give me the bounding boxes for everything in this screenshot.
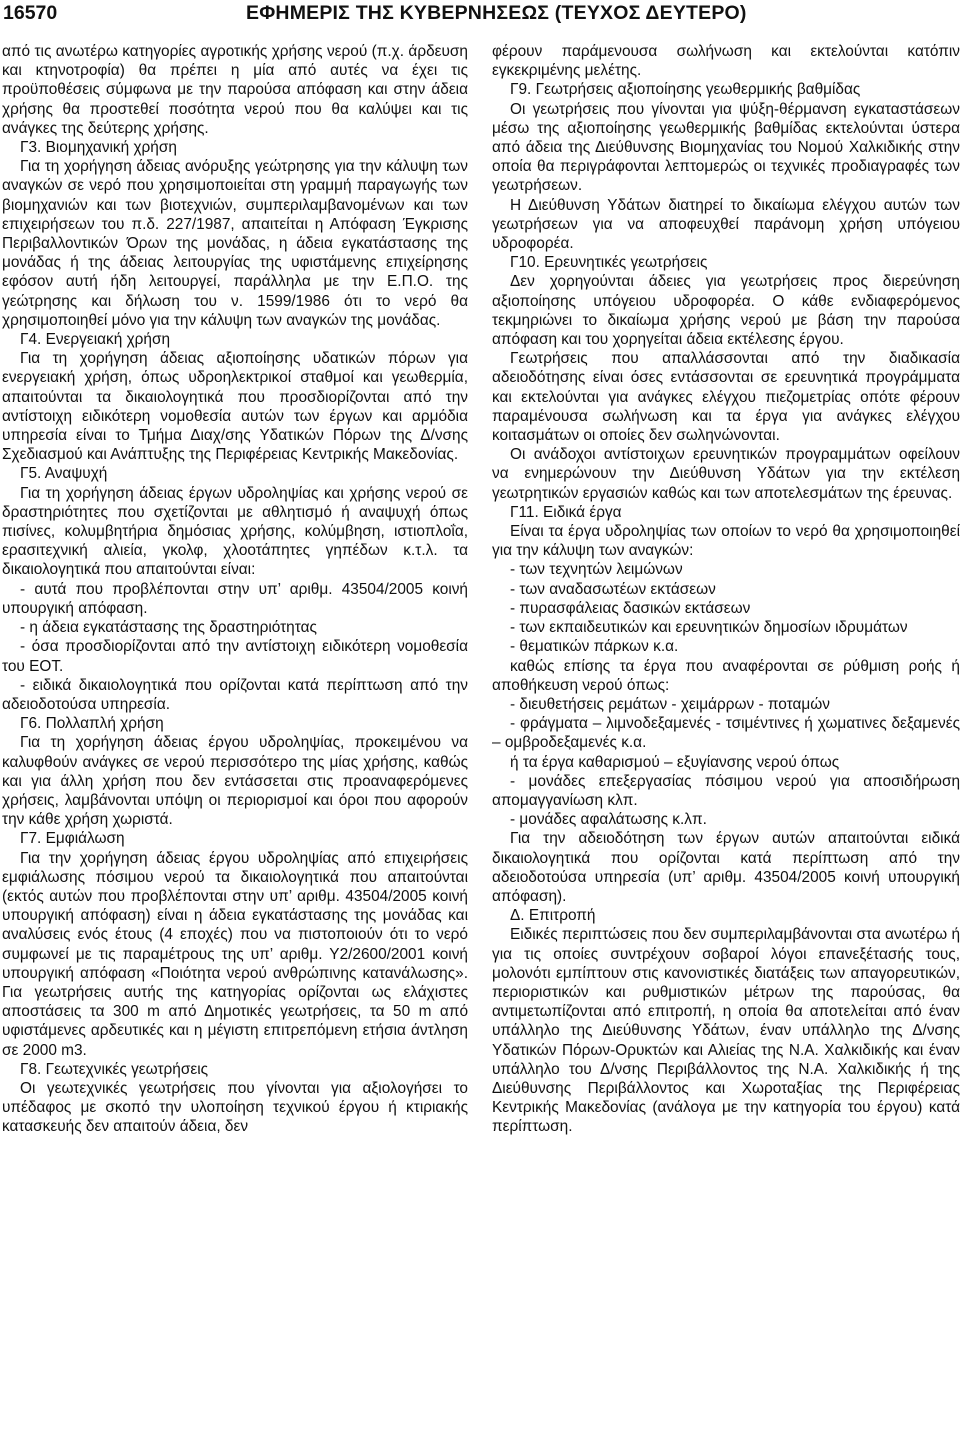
paragraph: Γ5. Αναψυχή bbox=[20, 465, 108, 483]
paragraph: Γ4. Ενεργειακή χρήση bbox=[20, 331, 171, 349]
paragraph: - φράγματα – λιμνοδεξαμενές - τσιμέντινες ή χωματινες δεξαμενές – ομβροδεξαμενές κ.α. bbox=[492, 715, 960, 752]
paragraph: - των εκπαιδευτικών και ερευνητικών δημοσίων ιδρυμάτων bbox=[510, 619, 908, 637]
paragraph: - αυτά που προβλέπονται στην υπ’ αριθμ. 43504/2005 κοινή υπουργική απόφαση. bbox=[2, 580, 468, 617]
paragraph: - ειδικά δικαιολογητικά που ορίζονται κατά περίπτωση από την αδειοδοτούσα υπηρεσία. bbox=[2, 676, 468, 713]
paragraph: Για τη χορήγηση άδειας έργου υδροληψίας, προκειμένου να καλυφθούν ανάγκες σε νερού περισσότερο της μίας χρήσης, καθώς και για άλλη χρήση που δεν εντάσσεται στις προαναφερόμενες χρήσεις, λαμβάνονται υπόψη οι περιορισμοί και όροι που αφορούν την κάθε χρήση χωριστά. bbox=[2, 734, 468, 829]
paragraph: Γ7. Εμφιάλωση bbox=[20, 830, 125, 848]
paragraph: Γ6. Πολλαπλή χρήση bbox=[20, 715, 164, 733]
paragraph: Για την χορήγηση άδειας έργου υδροληψίας από επιχειρήσεις εμφιάλωσης πόσιμου νερού τα δικαιολογητικά που απαιτούνται (εκτός αυτών που προβλέπονται στην υπ’ αριθμ. 43504/2005 κοινή υπουργική απόφαση) είναι η άδεια εγκατάστασης της μονάδας και αναλύσεις ενός έτους (4 εποχές) που να πιστοποιούν ότι το νερό συμφωνεί με τις παραμέτρους της υπ’ αριθμ. Υ2/2600/2001 κοινή υπουργική απόφαση «Ποιότητα νερού ανθρώπινης κατανάλωσης». Για γεωτρήσεις αυτής της κατηγορίας ορίζονται ως ελάχιστες αποστάσεις τα 300 m από Δημοτικές γεωτρήσεις, τα 50 m από υφιστάμενες αρδευτικές και η μέγιστη επιτρεπόμενη ετήσια άντληση σε 2000 m3. bbox=[2, 849, 468, 1059]
paragraph: - πυρασφάλειας δασικών εκτάσεων bbox=[510, 599, 751, 617]
paragraph: Δ. Επιτροπή bbox=[510, 907, 596, 925]
page-number: 16570 bbox=[3, 2, 58, 24]
paragraph: - η άδεια εγκατάστασης της δραστηριότητας bbox=[20, 619, 317, 637]
paragraph: από τις ανωτέρω κατηγορίες αγροτικής χρήσης νερού (π.χ. άρδευση και κτηνοτροφία) θα πρέπει η μία από αυτές να έχει τις προϋποθέσεις σύμφωνα με την παρούσα απόφαση και στην άδεια χρήσης θα προστεθεί ποσότητα νερού που θα καλύψει και τις ανάγκες της δεύτερης χρήσης. bbox=[2, 43, 468, 137]
paragraph: - των αναδασωτέων εκτάσεων bbox=[510, 580, 716, 598]
paragraph: Γ11. Ειδικά έργα bbox=[510, 503, 622, 521]
left-column bbox=[2, 42, 468, 1137]
paragraph: φέρουν παράμενουσα σωλήνωση και εκτελούνται κατόπιν εγκεκριμένης μελέτης. bbox=[492, 43, 960, 80]
paragraph: - μονάδες επεξεργασίας πόσιμου νερού για αποσιδήρωση απομαγγανίωση κλπ. bbox=[492, 772, 960, 809]
paragraph: - όσα προσδιορίζονται από την αντίστοιχη ειδικότερη νομοθεσία του ΕΟΤ. bbox=[2, 638, 468, 675]
paragraph: Γεωτρήσεις που απαλλάσσονται από την διαδικασία αδειοδότησης είναι όσες εντάσσονται σε ερευνητικά προγράμματα και εκτελούνται για ανάγκες ελέγχου πιεζομετρίας οπότε φέρουν παραμένουσα σωλήνωση και τα έργα για ανάγκες ελέγχου κοιτασμάτων οι οποίες δεν σωληνώνονται. bbox=[492, 350, 960, 445]
paragraph: Η Διεύθυνση Υδάτων διατηρεί το δικαίωμα ελέγχου αυτών των γεωτρήσεων για να αποφευχθεί παράνομη χρήση υπόγειου υδροφορέα. bbox=[492, 196, 960, 253]
paragraph: Για την αδειοδότηση των έργων αυτών απαιτούνται ειδικά δικαιολογητικά που ορίζονται κατά περίπτωση από την αδειοδοτούσα υπηρεσία (υπ’ αριθμ. 43504/2005 κοινή υπουργική απόφαση). bbox=[492, 830, 960, 905]
paragraph: Γ8. Γεωτεχνικές γεωτρήσεις bbox=[20, 1060, 209, 1078]
page-header bbox=[0, 2, 960, 32]
paragraph: Δεν χορηγούνται άδειες για γεωτρήσεις προς διερεύνηση αξιοποίησης υπόγειου υδροφορέα. Ο κάθε ενδιαφερόμενος τεκμηριώνει το δικαίωμα χρήσης νερού με βάση την παρούσα απόφαση και του χορηγείται άδεια εκτέλεσης έργου. bbox=[492, 273, 960, 349]
paragraph: καθώς επίσης τα έργα που αναφέρονται σε ρύθμιση ροής ή αποθήκευση νερού όπως: bbox=[492, 657, 960, 694]
paragraph: Είναι τα έργα υδροληψίας των οποίων το νερό θα χρησιμοποιηθεί για την κάλυψη των αναγκών: bbox=[492, 523, 960, 560]
paragraph: Για τη χορήγηση άδειας αξιοποίησης υδατικών πόρων για ενεργειακή χρήση, όπως υδροηλεκτρικοί σταθμοί και γεωθερμία, απαιτούνται τα δικαιολογητικά που προσδιορίζονται από την αντίστοιχη ειδικότερη νομοθεσία αυτών των έργων και αρμόδια υπηρεσία είναι το Τμήμα Διαχ/σης Υδατικών Πόρων της Δ/νσης Σχεδιασμού και Ανάπτυξης της Περιφέρειας Κεντρικής Μακεδονίας. bbox=[2, 350, 468, 464]
right-column bbox=[492, 42, 960, 1137]
paragraph: - των τεχνητών λειμώνων bbox=[510, 561, 683, 579]
paragraph: - θεματικών πάρκων κ.α. bbox=[510, 638, 679, 656]
paragraph: Γ3. Βιομηχανική χρήση bbox=[20, 139, 177, 157]
paragraph: Ειδικές περιπτώσεις που δεν συμπεριλαμβάνονται στα ανωτέρω ή για τις οποίες συντρέχουν σοβαροί λόγοι επανεξέτασής τους, μολονότι εμπίπτουν στις κανονιστικές διατάξεις των απαγορευτικών, περιοριστικών και ρυθμιστικών μέτρων της παρούσας, θα αντιμετωπίζονται από επιτροπή, η οποία θα αποτελείται από έναν υπάλληλο της Διεύθυνσης Υδάτων, έναν υπάλληλο της Δ/νσης Υδατικών Πόρων-Ορυκτών και Αλιείας της Ν.Α. Χαλκιδικής και έναν υπάλληλο του Δ/νσης Περιβάλλοντος της Ν.Α. Χαλκιδικής ή της Διεύθυνσης Περιβάλλοντος και Χωροταξίας της Περιφέρειας Κεντρικής Μακεδονίας (ανάλογα με την κατηγορία του έργου) κατά περίπτωση. bbox=[492, 926, 960, 1136]
paragraph: Οι γεωτεχνικές γεωτρήσεις που γίνονται για αξιολογήσει το υπέδαφος με σκοπό την υλοποίηση τεχνικού έργου ή κτιριακής κατασκευής δεν απαιτούν άδεια, δεν bbox=[2, 1079, 468, 1136]
paragraph: Για τη χορήγηση άδειας ανόρυξης γεώτρησης για την κάλυψη των αναγκών σε νερό που χρησιμοποιείται στη γραμμή παραγωγής των βιομηχανιών και των βιοτεχνιών, συμπεριλαμβανομένων και των επιχειρήσεων του π.δ. 227/1987, απαιτείται η Απόφαση Έγκρισης Περιβαλλοντικών Όρων της μονάδας, η άδεια εγκατάστασης της μονάδας ή της άδειας λειτουργίας της υφιστάμενης επιχείρησης εφόσον αυτή ήδη λειτουργεί, παράλληλα με την Ε.Π.Ο. της γεώτρησης και δήλωση του ν. 1599/1986 ότι το νερό θα χρησιμοποιηθεί μόνο για την κάλυψη των αναγκών της μονάδας. bbox=[2, 158, 468, 329]
paragraph: Οι ανάδοχοι αντίστοιχων ερευνητικών προγραμμάτων οφείλουν να ενημερώνουν την Διεύθυνση Υδάτων για την εκτέλεση γεωτρητικών εργασιών καθώς και των αποτελεσμάτων της έρευνας. bbox=[492, 446, 960, 502]
paragraph: Οι γεωτρήσεις που γίνονται για ψύξη-θέρμανση εγκαταστάσεων μέσω της αξιοποίησης γεωθερμικής βαθμίδας εκτελούνται ύστερα από άδεια της Διεύθυνσης Βιομηχανίας του Νομού Χαλκιδικής στην οποία θα περιγράφονται λεπτομερώς οι τεχνικές προδιαγραφές των γεωτρήσεων. bbox=[492, 100, 960, 195]
paragraph: - διευθετήσεις ρεμάτων - χειμάρρων - ποταμών bbox=[510, 695, 830, 713]
paragraph: - μονάδες αφαλάτωσης κ.λπ. bbox=[510, 811, 707, 829]
gazette-title: ΕΦΗΜΕΡΙΣ ΤΗΣ ΚΥΒΕΡΝΗΣΕΩΣ (ΤΕΥΧΟΣ ΔΕΥΤΕΡΟ) bbox=[246, 2, 747, 24]
paragraph: Για τη χορήγηση άδειας έργων υδροληψίας και χρήσης νερού σε δραστηριότητες που σχετίζονται με αθλητισμό ή αναψυχή όπως πισίνες, κολυμβητήρια δημόσιας χρήσης, κολύμβηση, ιστιοπλοΐα, ερασιτεχνική αλιεία, γκολφ, χλοοτάπητες γηπέδων κ.τ.λ. τα δικαιολογητικά που απαιτούνται είναι: bbox=[2, 484, 468, 579]
paragraph: ή τα έργα καθαρισμού – εξυγίανσης νερού όπως bbox=[510, 753, 840, 771]
paragraph: Γ10. Ερευνητικές γεωτρήσεις bbox=[510, 254, 708, 272]
paragraph: Γ9. Γεωτρήσεις αξιοποίησης γεωθερμικής βαθμίδας bbox=[510, 81, 861, 99]
